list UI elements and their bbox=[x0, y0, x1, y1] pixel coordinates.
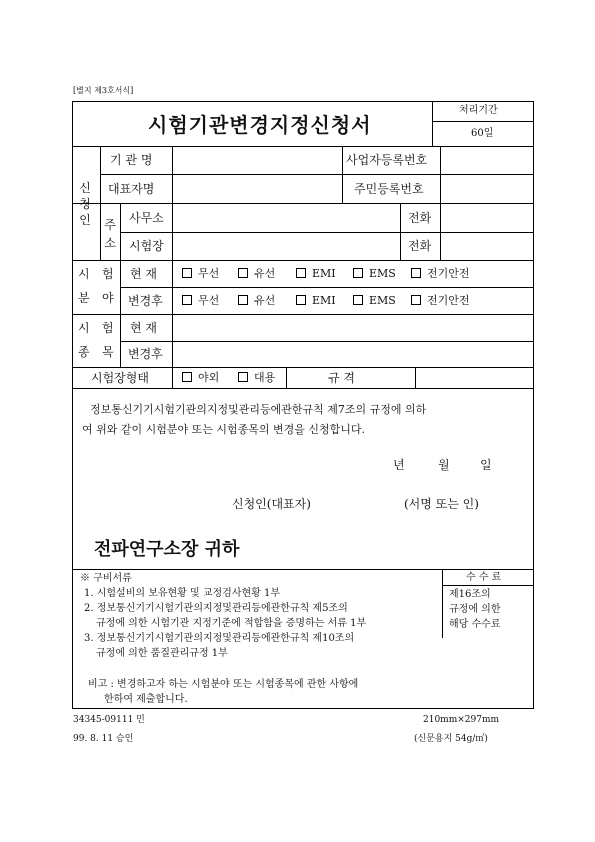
test-field-section-label: 시 험 분 야 bbox=[78, 267, 114, 305]
statement-line-1: 정보통신기기시험기관의지정및관리등에관한규칙 제7조의 규정에 의하 bbox=[90, 403, 427, 416]
fee-line: 규정에 의한 bbox=[449, 604, 501, 615]
table-border-right bbox=[533, 101, 534, 709]
document-item: 3. 정보통신기기시험기관의지정및관리등에관한규칙 제10조의 bbox=[84, 633, 355, 644]
applicant-section-label: 신 청 인 bbox=[79, 181, 91, 227]
phone-label-lab: 전화 bbox=[408, 239, 432, 253]
option-wired-changed[interactable]: 유선 bbox=[238, 295, 275, 306]
table-line bbox=[72, 203, 533, 204]
table-line bbox=[172, 367, 173, 388]
fee-line: 제16조의 bbox=[449, 589, 491, 600]
lab-type-label: 시험장형태 bbox=[91, 371, 149, 385]
option-ems-changed[interactable]: EMS bbox=[353, 295, 396, 306]
note-line-1: 비고 : 변경하고자 하는 시험분야 또는 시험종목에 관한 사항에 bbox=[88, 679, 359, 690]
table-line bbox=[100, 146, 101, 260]
checkbox-icon bbox=[238, 372, 248, 382]
table-line bbox=[72, 388, 533, 389]
option-proxy[interactable]: 대용 bbox=[238, 372, 275, 383]
table-line bbox=[72, 569, 533, 570]
footer-code: 34345-09111 민 bbox=[73, 715, 145, 725]
table-line bbox=[72, 260, 533, 261]
table-line bbox=[432, 101, 433, 146]
form-title: 시험기관변경지정신청서 bbox=[148, 113, 372, 137]
statement-line-2: 여 위와 같이 시험분야 또는 시험종목의 변경을 신청합니다. bbox=[82, 423, 365, 436]
biz-reg-label: 사업자등록번호 bbox=[346, 153, 428, 167]
table-line bbox=[120, 203, 121, 260]
table-line bbox=[72, 367, 533, 368]
table-line bbox=[120, 341, 533, 342]
documents-header: ※ 구비서류 bbox=[80, 573, 132, 584]
option-electric-safety-changed[interactable]: 전기안전 bbox=[411, 295, 470, 306]
checkbox-icon bbox=[238, 268, 248, 278]
table-line bbox=[442, 569, 443, 638]
fee-header: 수 수 료 bbox=[466, 572, 502, 583]
table-line bbox=[440, 203, 441, 260]
document-item: 규정에 의한 시험기관 지정기준에 적합함을 증명하는 서류 1부 bbox=[96, 618, 367, 629]
checkbox-icon bbox=[238, 295, 248, 305]
lab-label: 시험장 bbox=[129, 239, 164, 253]
date-month: 월 bbox=[438, 458, 450, 472]
table-border-top bbox=[72, 101, 533, 102]
form-code: [별지 제3호서식] bbox=[73, 86, 134, 95]
table-border-bottom bbox=[72, 708, 533, 709]
option-emi-current[interactable]: EMI bbox=[296, 268, 336, 279]
option-electric-safety-current[interactable]: 전기안전 bbox=[411, 268, 470, 279]
rep-name-label: 대표자명 bbox=[108, 182, 155, 196]
table-line bbox=[72, 314, 533, 315]
office-label: 사무소 bbox=[129, 211, 164, 225]
test-field-current-label: 현 재 bbox=[130, 267, 157, 281]
table-line bbox=[342, 146, 343, 203]
table-line bbox=[120, 260, 121, 367]
table-line bbox=[120, 287, 533, 288]
address-label: 주 소 bbox=[104, 218, 116, 250]
table-line bbox=[400, 203, 401, 260]
checkbox-icon bbox=[296, 295, 306, 305]
table-line bbox=[286, 367, 287, 388]
checkbox-icon bbox=[182, 372, 192, 382]
table-line bbox=[120, 232, 533, 233]
option-emi-changed[interactable]: EMI bbox=[296, 295, 336, 306]
option-wired-current[interactable]: 유선 bbox=[238, 268, 275, 279]
sign-or-seal-label: (서명 또는 인) bbox=[404, 497, 479, 511]
checkbox-icon bbox=[411, 268, 421, 278]
footer-paper: (신문용지 54g/㎡) bbox=[414, 734, 488, 744]
processing-period-label: 처리기간 bbox=[459, 105, 498, 116]
processing-period-value: 60일 bbox=[471, 128, 494, 139]
spec-label: 규 격 bbox=[328, 371, 355, 385]
checkbox-icon bbox=[411, 295, 421, 305]
option-wireless-current[interactable]: 무선 bbox=[182, 268, 219, 279]
table-line bbox=[415, 367, 416, 388]
footer-approved: 99. 8. 11 승인 bbox=[73, 734, 134, 744]
note-line-2: 한하여 제출합니다. bbox=[104, 694, 188, 705]
test-field-changed-label: 변경후 bbox=[128, 294, 163, 308]
checkbox-icon bbox=[182, 268, 192, 278]
org-name-label: 기 관 명 bbox=[110, 153, 153, 167]
option-outdoor[interactable]: 야외 bbox=[182, 372, 219, 383]
checkbox-icon bbox=[353, 295, 363, 305]
checkbox-icon bbox=[353, 268, 363, 278]
document-item: 2. 정보통신기기시험기관의지정및관리등에관한규칙 제5조의 bbox=[84, 603, 348, 614]
table-line bbox=[172, 146, 173, 367]
document-item: 1. 시험설비의 보유현황 및 교정검사현황 1부 bbox=[84, 588, 281, 599]
test-item-section-label: 시 험 종 목 bbox=[78, 321, 114, 359]
checkbox-icon bbox=[296, 268, 306, 278]
table-line bbox=[100, 174, 533, 175]
option-ems-current[interactable]: EMS bbox=[353, 268, 396, 279]
phone-label-office: 전화 bbox=[408, 211, 432, 225]
resident-reg-label: 주민등록번호 bbox=[354, 182, 424, 196]
fee-line: 해당 수수료 bbox=[449, 619, 501, 630]
option-wireless-changed[interactable]: 무선 bbox=[182, 295, 219, 306]
date-day: 일 bbox=[480, 458, 492, 472]
table-line bbox=[432, 121, 533, 122]
date-year: 년 bbox=[393, 458, 405, 472]
checkbox-icon bbox=[182, 295, 192, 305]
footer-size: 210mm×297mm bbox=[423, 715, 500, 725]
recipient: 전파연구소장 귀하 bbox=[94, 539, 240, 560]
table-border-left bbox=[72, 101, 73, 708]
test-item-changed-label: 변경후 bbox=[128, 347, 163, 361]
table-line bbox=[442, 585, 533, 586]
test-item-current-label: 현 재 bbox=[130, 321, 157, 335]
applicant-signature-label: 신청인(대표자) bbox=[232, 497, 311, 511]
table-line bbox=[440, 146, 441, 203]
table-line bbox=[72, 146, 533, 147]
document-item: 규정에 의한 품질관리규정 1부 bbox=[96, 648, 228, 659]
